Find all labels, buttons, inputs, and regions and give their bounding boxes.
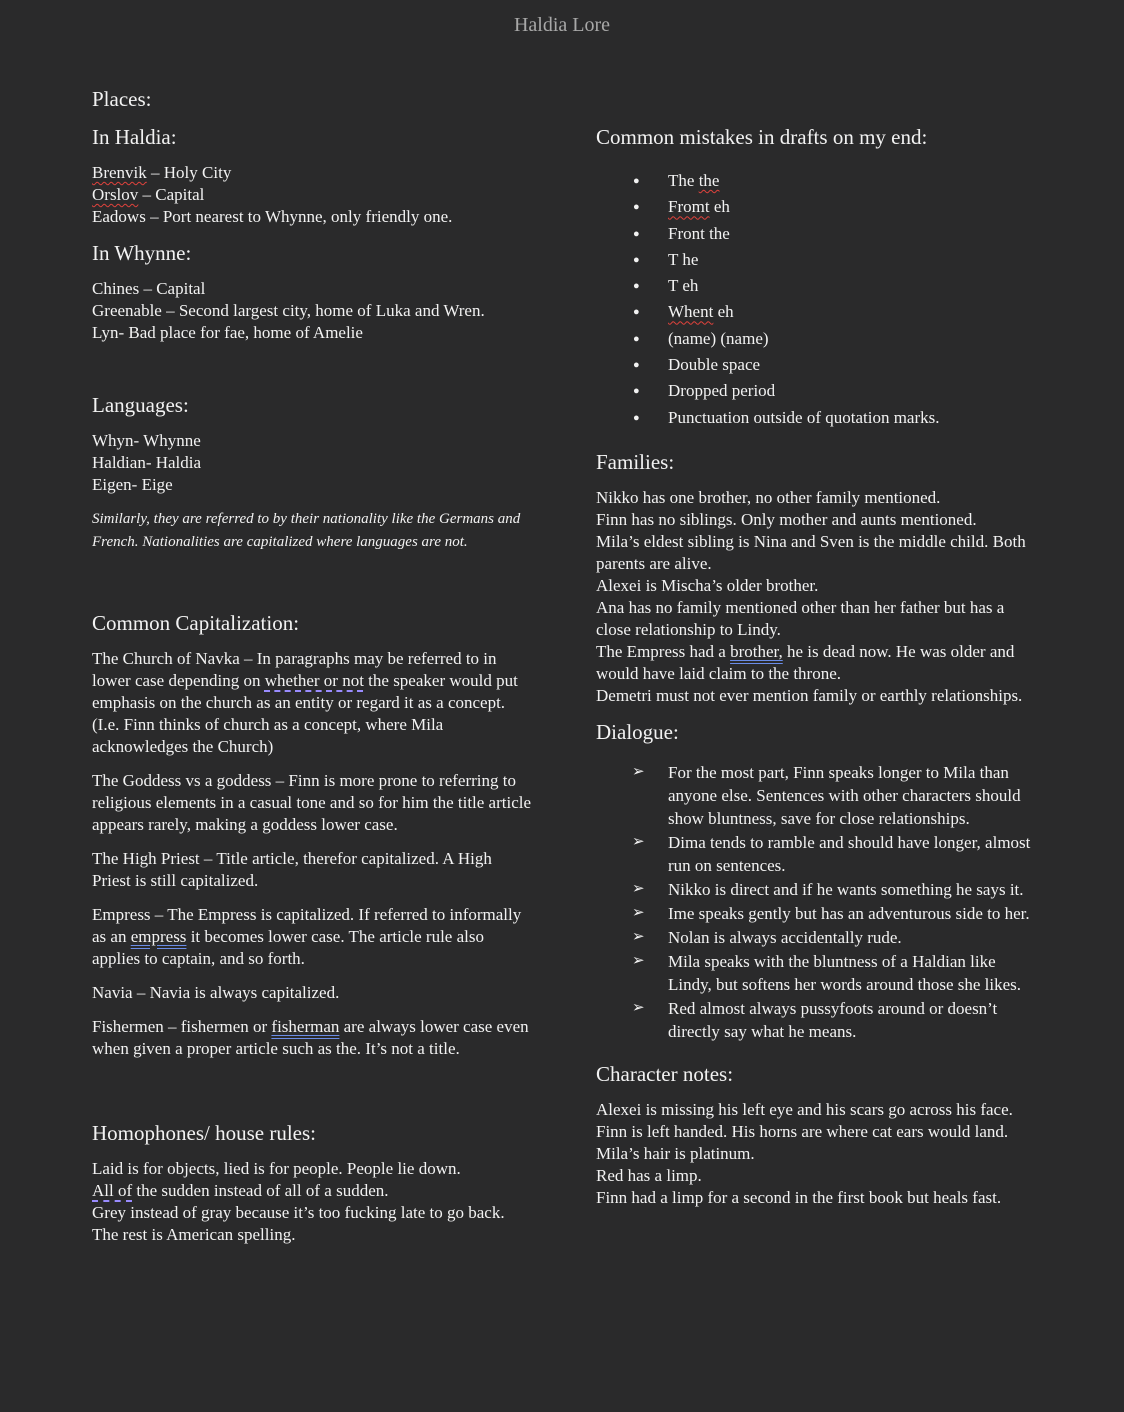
homophones-list bbox=[92, 1158, 532, 1246]
rule-text: Fishermen – fishermen or bbox=[92, 1017, 272, 1036]
mistake-text: The bbox=[668, 171, 699, 190]
fishermen-rule bbox=[92, 1016, 532, 1060]
family-item bbox=[596, 641, 1036, 685]
capitalization-heading: Common Capitalization: bbox=[92, 611, 300, 635]
language-item: Whyn- Whynne bbox=[92, 431, 201, 450]
languages-list bbox=[92, 430, 532, 496]
homophone-item bbox=[92, 1180, 532, 1202]
family-item: Mila’s eldest sibling is Nina and Sven is the middle child. Both parents are alive. bbox=[596, 531, 1026, 573]
grammar-flag[interactable]: All of bbox=[92, 1181, 133, 1200]
places-heading: Places: bbox=[92, 87, 152, 111]
list-item bbox=[596, 194, 1036, 220]
character-note: Mila’s hair is platinum. bbox=[596, 1143, 755, 1163]
language-item: Haldian- Haldia bbox=[92, 453, 202, 472]
list-item: ● Front the bbox=[596, 221, 1036, 247]
character-note: Finn is left handed. His horns are where cat ears would land. bbox=[596, 1121, 1009, 1141]
navia-rule: Navia – Navia is always capitalized. bbox=[92, 983, 340, 1002]
family-text: he is dead now. He was older and would have laid claim to the throne. bbox=[596, 641, 1015, 683]
homophones-heading: Homophones/ house rules: bbox=[92, 1121, 316, 1145]
family-item: Demetri must not ever mention family or earthly relationships. bbox=[596, 685, 1023, 705]
grammar-flag[interactable]: empress bbox=[130, 927, 187, 946]
rule-text: the speaker would put emphasis on the church as an entity or regard it as a concept. (I.e. Finn thinks of church as a concept, where Mila acknowledges the Church) bbox=[92, 671, 518, 756]
place-item bbox=[92, 184, 532, 206]
families-heading: Families: bbox=[596, 449, 675, 474]
dialogue-list bbox=[596, 761, 1036, 1043]
family-item: Finn has no siblings. Only mother and aunts mentioned. bbox=[596, 509, 977, 529]
whynne-heading: In Whynne: bbox=[92, 241, 192, 265]
grammar-flag[interactable]: brother, bbox=[730, 641, 783, 661]
place-desc: – Holy City bbox=[146, 163, 232, 182]
language-item: Eigen- Eige bbox=[92, 475, 173, 494]
grammar-flag[interactable]: fisherman bbox=[271, 1017, 340, 1036]
whynne-places-list bbox=[92, 278, 532, 344]
haldia-places-list bbox=[92, 162, 532, 228]
family-item: Ana has no family mentioned other than her father but has a close relationship to Lindy. bbox=[596, 597, 1005, 639]
list-item: ● Dropped period bbox=[596, 378, 1036, 404]
list-item: ➢ Nikko is direct and if he wants something he says it. bbox=[596, 878, 1036, 901]
document-title: Haldia Lore bbox=[513, 14, 611, 36]
languages-note: Similarly, they are referred to by their nationality like the Germans and French. Nationalities are capitalized where languages are not. bbox=[92, 511, 521, 550]
rule-text: The Church of Navka – In paragraphs may be referred to in lower case depending on bbox=[92, 649, 497, 690]
spelling-flag[interactable]: Orslov bbox=[92, 185, 139, 204]
list-item: ● Punctuation outside of quotation marks. bbox=[596, 405, 1036, 431]
place-item bbox=[92, 206, 532, 228]
place-item bbox=[92, 162, 532, 184]
right-column bbox=[596, 124, 1036, 1209]
dialogue-heading: Dialogue: bbox=[596, 719, 679, 744]
family-text: The Empress had a bbox=[596, 641, 731, 661]
list-item: ● Double space bbox=[596, 352, 1036, 378]
place-desc: – Port nearest to Whynne, only friendly one. bbox=[145, 207, 453, 226]
character-note: Alexei is missing his left eye and his scars go across his face. bbox=[596, 1099, 1013, 1119]
character-note: Red has a limp. bbox=[596, 1165, 702, 1185]
family-item: Alexei is Mischa’s older brother. bbox=[596, 575, 819, 595]
list-item: ● T he bbox=[596, 247, 1036, 273]
list-item: ➢ For the most part, Finn speaks longer to Mila than anyone else. Sentences with other characters should show bluntness, save for close relationships. bbox=[596, 761, 1036, 830]
mistake-text: eh bbox=[709, 197, 730, 217]
list-item: ➢ Mila speaks with the bluntness of a Haldian like Lindy, but softens her words around those she likes. bbox=[596, 950, 1036, 996]
church-rule bbox=[92, 648, 532, 758]
rule-text: are always lower case even when given a proper article such as the. It’s not a title. bbox=[92, 1017, 529, 1058]
family-item: Nikko has one brother, no other family mentioned. bbox=[596, 487, 941, 507]
character-notes-heading: Character notes: bbox=[596, 1061, 734, 1086]
spelling-flag[interactable]: Brenvik bbox=[92, 163, 147, 182]
mistakes-list bbox=[596, 168, 1036, 431]
mistake-text: eh bbox=[713, 302, 734, 322]
character-note: Finn had a limp for a second in the first book but heals fast. bbox=[596, 1187, 1002, 1207]
list-item bbox=[596, 168, 1036, 194]
place-desc: – Capital bbox=[138, 185, 205, 204]
families-list bbox=[596, 487, 1036, 707]
homophone-text: the sudden instead of all of a sudden. bbox=[132, 1181, 389, 1200]
spelling-flag[interactable]: the bbox=[698, 171, 720, 190]
empress-rule bbox=[92, 904, 532, 970]
list-item: ➢ Nolan is always accidentally rude. bbox=[596, 926, 1036, 949]
list-item bbox=[596, 299, 1036, 325]
haldia-heading: In Haldia: bbox=[92, 125, 177, 149]
list-item: ● T eh bbox=[596, 273, 1036, 299]
character-notes-list bbox=[596, 1099, 1036, 1209]
list-item: ➢ Red almost always pussyfoots around or doesn’t directly say what he means. bbox=[596, 997, 1036, 1043]
rule-text: Empress – The Empress is capitalized. If referred to informally as an bbox=[92, 905, 522, 946]
place-item: Lyn- Bad place for fae, home of Amelie bbox=[92, 323, 363, 342]
priest-rule: The High Priest – Title article, therefor capitalized. A High Priest is still capitalized. bbox=[92, 849, 492, 890]
languages-heading: Languages: bbox=[92, 393, 189, 417]
place-name: Eadows bbox=[92, 207, 146, 226]
place-item: Chines – Capital bbox=[92, 279, 206, 298]
place-item: Greenable – Second largest city, home of Luka and Wren. bbox=[92, 301, 485, 320]
mistakes-heading: Common mistakes in drafts on my end: bbox=[596, 125, 928, 149]
rule-text: it becomes lower case. The article rule also applies to captain, and so forth. bbox=[92, 927, 484, 968]
homophone-item: Grey instead of gray because it’s too fucking late to go back. The rest is American spelling. bbox=[92, 1203, 505, 1244]
list-item: ➢ Ime speaks gently but has an adventurous side to her. bbox=[596, 902, 1036, 925]
goddess-rule: The Goddess vs a goddess – Finn is more prone to referring to religious elements in a casual tone and so for him the title article appears rarely, making a goddess lower case. bbox=[92, 771, 532, 834]
spelling-flag[interactable]: Fromt bbox=[668, 197, 710, 217]
spelling-flag[interactable]: Whent bbox=[668, 302, 714, 322]
list-item: ➢ Dima tends to ramble and should have longer, almost run on sentences. bbox=[596, 831, 1036, 877]
homophone-item: Laid is for objects, lied is for people. People lie down. bbox=[92, 1159, 461, 1178]
list-item: ● (name) (name) bbox=[596, 326, 1036, 352]
left-column bbox=[92, 86, 532, 1246]
grammar-flag[interactable]: whether or not bbox=[264, 671, 364, 690]
